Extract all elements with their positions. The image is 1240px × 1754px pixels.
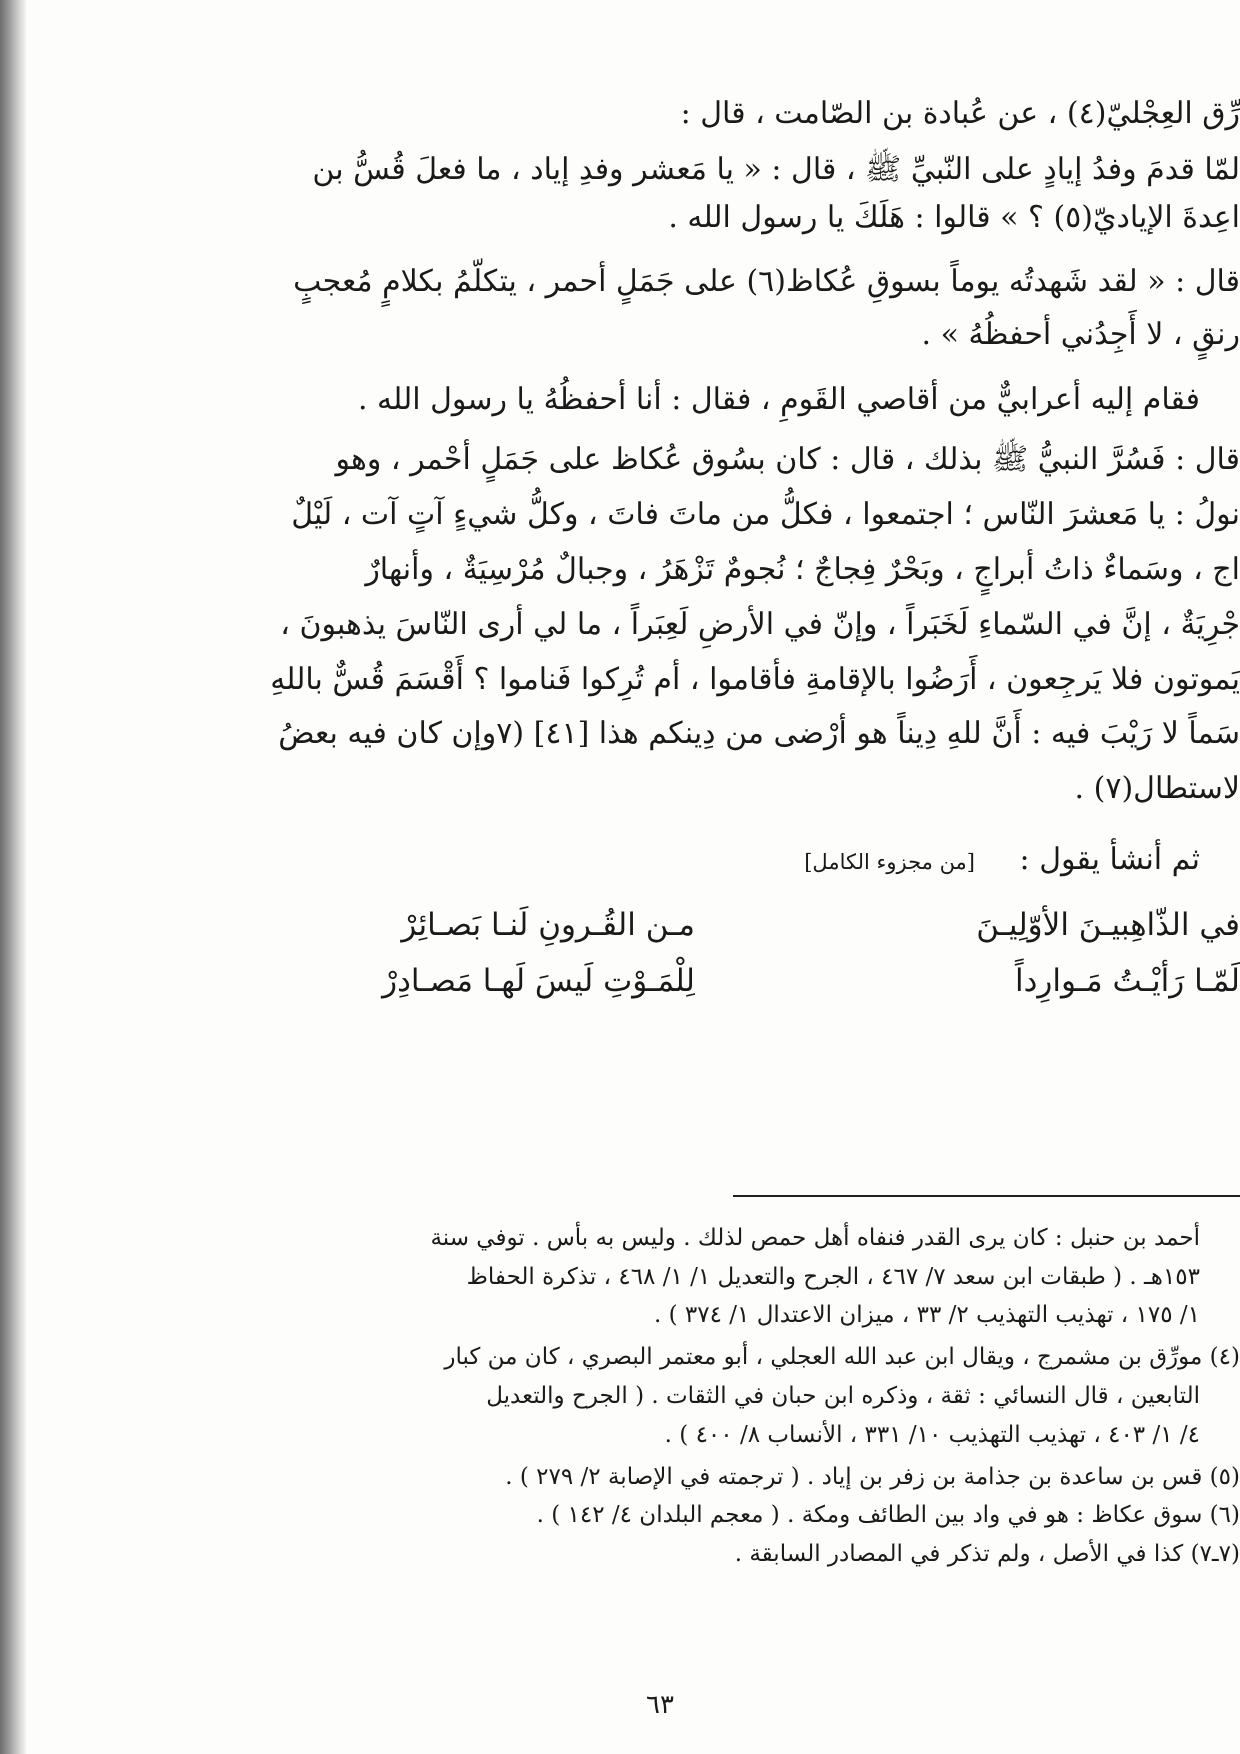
footnote-line: أحمد بن حنبل : كان يرى القدر فنفاه أهل حمص لذلك . وليس به بأس . توفي سنة — [430, 1225, 1200, 1251]
footnote-line: ١٥٣هـ . ( طبقات ابن سعد ٧/ ٤٦٧ ، الجرح والتعديل ١/ ١/ ٤٦٨ ، تذكرة الحفاظ — [466, 1264, 1200, 1290]
body-line: اج ، وسَماءٌ ذاتُ أبراجٍ ، وبَحْرٌ فِجاجٌ ؛ نُجومٌ تَزْهَرُ ، وجبالٌ مُرْسِيَةٌ ، وأنهارٌ — [365, 552, 1240, 587]
body-line: قال : « لقد شَهدتُه يوماً بسوقِ عُكاظ(٦) على جَمَلٍ أحمر ، يتكلّمُ بكلامٍ مُعجبٍ — [293, 264, 1240, 299]
body-line: لمّا قدمَ وفدُ إيادٍ على النّبيِّ ﷺ ، قال : « يا مَعشر وفدِ إياد ، ما فعلَ قُسُّ بن — [312, 152, 1240, 187]
body-line: جْرِيَةٌ ، إنَّ في السّماءِ لَخَبَراً ، وإنّ في الأرضِ لَعِبَراً ، ما لي أرى النّاسَ يذهبونَ ، — [280, 607, 1240, 642]
body-line: اعِدةَ الإياديّ(٥) ؟ » قالوا : هَلَكَ يا رسول الله . — [668, 200, 1240, 235]
verse-1-second-hemistich: مـن القُـرونِ لَنـا بَصـائِرْ — [401, 907, 695, 943]
body-line: رنقٍ ، لا أَجِدُني أحفظُهُ » . — [921, 317, 1240, 352]
footnote-line: ١/ ١٧٥ ، تهذيب التهذيب ٢/ ٣٣ ، ميزان الاعتدال ١/ ٣٧٤ ) . — [654, 1302, 1200, 1328]
body-line: لاستطال(٧) . — [1074, 771, 1240, 806]
body-line: نولُ : يا مَعشرَ النّاس ؛ اجتمعوا ، فكلُّ من ماتَ فاتَ ، وكلُّ شيءٍ آتٍ آت ، لَيْلٌ — [291, 497, 1240, 532]
footnote-line: التابعين ، قال النسائي : ثقة ، وذكره ابن حبان في الثقات . ( الجرح والتعديل — [486, 1383, 1200, 1409]
verse-2-first-hemistich: لَمّـا رَأيْـتُ مَـوارِداً — [1014, 963, 1240, 999]
poem-intro: ثم أنشأ يقول : — [1019, 842, 1200, 877]
poem-meter: [من مجزوء الكامل] — [804, 850, 975, 874]
body-line: قال : فَسُرَّ النبيُّ ﷺ بذلك ، قال : كان بسُوق عُكاظ على جَمَلٍ أحْمر ، وهو — [335, 442, 1240, 477]
body-line: فقام إليه أعرابيٌّ من أقاصي القَومِ ، فقال : أنا أحفظُهُ يا رسول الله . — [357, 382, 1200, 417]
body-line: رِّق العِجْليّ(٤) ، عن عُبادة بن الصّامت ، قال : — [680, 96, 1240, 131]
footnote-line: (٤) مورِّق بن مشمرج ، ويقال ابن عبد الله العجلي ، أبو معتمر البصري ، كان من كبار — [444, 1344, 1240, 1370]
body-line: يَموتون فلا يَرجِعون ، أَرَضُوا بالإقامةِ فأقاموا ، أم تُرِكوا فَناموا ؟ أَقْسَمَ قُسٌّ باللهِ — [270, 662, 1240, 697]
verse-2-second-hemistich: لِلْمَـوْتِ لَيسَ لَهـا مَصـادِرْ — [382, 963, 695, 999]
footnote-line: (٥) قس بن ساعدة بن جذامة بن زفر بن إياد . ( ترجمته في الإصابة ٢/ ٢٧٩ ) . — [505, 1464, 1240, 1490]
page-number: ٦٣ — [646, 1690, 674, 1720]
footnote-separator — [733, 1195, 1240, 1197]
footnote-line: (٧ـ٧) كذا في الأصل ، ولم تذكر في المصادر السابقة . — [734, 1541, 1240, 1567]
verse-1-first-hemistich: في الذّاهِبيـنَ الأوّلِيـنَ — [976, 907, 1240, 943]
footnote-line: (٦) سوق عكاظ : هو في واد بين الطائف ومكة . ( معجم البلدان ٤/ ١٤٢ ) . — [536, 1502, 1240, 1528]
footnote-line: ٤/ ١/ ٤٠٣ ، تهذيب التهذيب ١٠/ ٣٣١ ، الأنساب ٨/ ٤٠٠ ) . — [664, 1422, 1200, 1448]
body-line: سَماً لا رَيْبَ فيه : أَنَّ للهِ دِيناً هو أرْضى من دِينكم هذا [٤١] (٧وإن كان فيه بعضُ — [278, 716, 1240, 751]
